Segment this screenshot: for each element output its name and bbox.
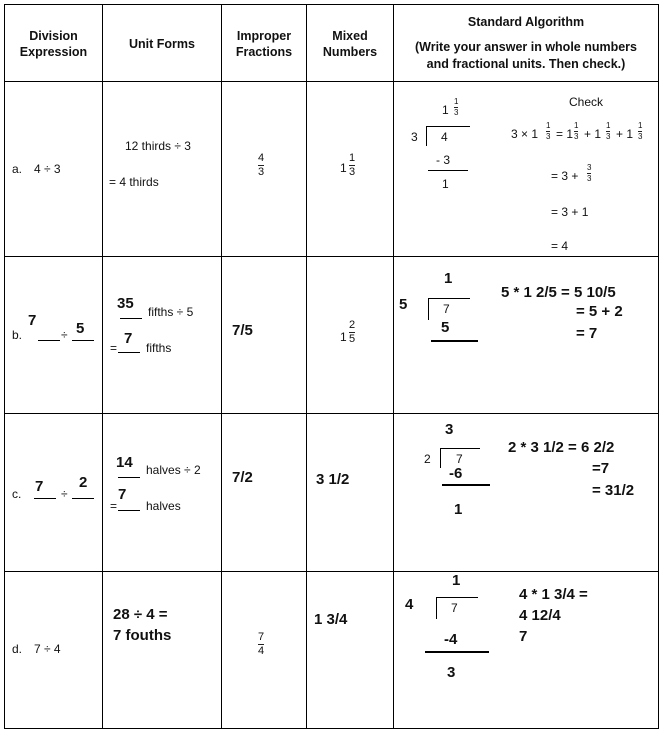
row-d-divisor: 4	[405, 596, 414, 613]
row-b-improper: 7/5	[232, 322, 253, 339]
header-unit-forms: Unit Forms	[129, 37, 195, 51]
row-a-dividend: 4	[441, 130, 448, 144]
row-c-blank2	[72, 498, 94, 499]
header-improper-line1: Improper	[236, 29, 292, 43]
row-a-unit-line2: = 4 thirds	[109, 175, 159, 189]
row-b-unit-line1: fifths ÷ 5	[148, 305, 194, 319]
row-a-label: a.	[12, 162, 23, 176]
row-d-expression: 7 ÷ 4	[34, 642, 61, 656]
row-a-subtract: - 3	[436, 153, 451, 167]
fraction-numerator: 1	[638, 121, 643, 130]
row-c-quotient: 3	[445, 421, 454, 438]
row-d-check3: 7	[519, 628, 528, 645]
row-c-divisor: 2	[424, 452, 431, 466]
row-c-subtract-line	[442, 484, 490, 486]
header-mixed-line1: Mixed	[332, 29, 368, 43]
fraction-denominator: 4	[258, 645, 265, 657]
fraction-denominator: 3	[546, 132, 551, 141]
row-b-subtract-line	[431, 340, 478, 342]
row-b-unit-blank2	[118, 352, 140, 353]
header-algorithm-sub1: (Write your answer in whole numbers	[414, 40, 638, 54]
row-b-dividend: 7	[443, 302, 450, 316]
row-a-check-frac2	[574, 122, 578, 141]
row-c-division-bracket-vertical	[440, 448, 441, 468]
fraction-denominator: 3	[606, 132, 611, 141]
fraction-denominator: 3	[454, 108, 459, 117]
fraction-denominator: 3	[258, 166, 265, 178]
row-b-mixed-fraction	[349, 320, 355, 345]
row-a-check-plus1: + 1	[584, 127, 602, 141]
row-d-division-bracket-vertical	[436, 597, 437, 619]
row-d-mixed: 1 3/4	[314, 611, 348, 628]
row-c-unit-blank1	[118, 477, 140, 478]
row-a-division-bracket-vertical	[426, 126, 427, 146]
row-b-numerator1: 7	[28, 312, 37, 329]
row-d-division-bracket-top	[436, 597, 478, 598]
row-c-divide-sign: ÷	[61, 487, 68, 501]
header-algorithm-title: Standard Algorithm	[467, 15, 585, 29]
row-a-improper-fraction	[258, 153, 264, 178]
row-a-check-eq1: = 1	[556, 127, 574, 141]
row-a-unit-cell	[102, 81, 222, 257]
row-d-subtract-line	[425, 651, 489, 653]
row-b-division-bracket-top	[428, 298, 470, 299]
fraction-numerator: 1	[454, 97, 459, 106]
row-c-mixed-cell	[306, 413, 394, 572]
row-c-improper-cell	[221, 413, 307, 572]
row-c-subtract: -6	[449, 465, 463, 482]
row-a-mixed-fraction	[349, 153, 355, 178]
row-a-check-line3: = 3 + 1	[551, 205, 589, 219]
row-c-unit-top: 14	[116, 454, 133, 471]
row-b-subtract: 5	[441, 319, 450, 336]
fraction-numerator: 7	[258, 631, 265, 643]
row-a-division-bracket-top	[426, 126, 470, 127]
row-c-numerator2: 2	[79, 474, 88, 491]
row-d-subtract: -4	[444, 631, 458, 648]
fraction-numerator: 1	[546, 121, 551, 130]
row-b-unit-cell	[102, 256, 222, 414]
row-a-expression: 4 ÷ 3	[34, 162, 61, 176]
row-c-check3: = 31/2	[592, 482, 635, 499]
row-a-quotient-fraction	[454, 98, 458, 117]
row-b-numerator2: 5	[76, 320, 85, 337]
row-a-check-plus2: + 1	[616, 127, 634, 141]
row-b-unit-blank1	[120, 318, 142, 319]
row-a-check-frac5	[587, 164, 591, 183]
row-a-quotient-whole: 1	[442, 103, 449, 117]
row-b-blank2	[72, 340, 94, 341]
row-d-check1: 4 * 1 3/4 =	[519, 586, 588, 603]
row-b-blank1	[38, 340, 60, 341]
row-b-check1: 5 * 1 2/5 = 5 10/5	[501, 284, 616, 301]
row-c-blank1	[34, 498, 56, 499]
row-b-unit-mid: 7	[124, 330, 133, 347]
header-mixed-line2: Numbers	[322, 45, 378, 59]
row-a-divisor: 3	[411, 130, 418, 144]
row-c-unit-line1: halves ÷ 2	[146, 463, 201, 477]
row-a-check-line2: = 3 +	[551, 169, 579, 183]
row-d-improper-fraction	[258, 632, 264, 657]
row-a-mixed-whole: 1	[340, 161, 347, 175]
row-c-dividend: 7	[456, 452, 463, 466]
fraction-numerator: 1	[574, 121, 579, 130]
fraction-denominator: 3	[574, 132, 579, 141]
row-b-check3: = 7	[576, 325, 598, 342]
row-a-subtract-line	[428, 170, 468, 171]
fraction-numerator: 2	[349, 319, 356, 331]
row-c-unit-line2: halves	[146, 499, 181, 513]
row-a-check-prefix: 3 × 1	[511, 127, 539, 141]
row-a-unit-line1: 12 thirds ÷ 3	[125, 139, 191, 153]
row-b-divisor: 5	[399, 296, 408, 313]
row-d-check2: 4 12/4	[519, 607, 561, 624]
fraction-numerator: 1	[349, 152, 356, 164]
row-d-unit-line1: 28 ÷ 4 =	[113, 606, 168, 623]
row-d-unit-line2: 7 fouths	[113, 627, 172, 644]
row-a-remainder: 1	[442, 177, 449, 191]
header-division-line1: Division	[29, 29, 78, 43]
row-c-improper: 7/2	[232, 469, 253, 486]
row-a-check-frac1	[546, 122, 550, 141]
row-c-check1: 2 * 3 1/2 = 6 2/2	[508, 439, 615, 456]
row-a-algorithm-cell	[393, 81, 659, 257]
row-c-check2: =7	[592, 460, 610, 477]
row-d-dividend: 7	[451, 601, 458, 615]
row-c-mixed: 3 1/2	[316, 471, 350, 488]
fraction-numerator: 4	[258, 152, 265, 164]
fraction-denominator: 3	[638, 132, 643, 141]
row-c-remainder: 1	[454, 501, 463, 518]
fraction-numerator: 1	[606, 121, 611, 130]
row-b-divide-sign: ÷	[61, 328, 68, 342]
row-a-check-title: Check	[569, 95, 604, 109]
row-d-mixed-cell	[306, 571, 394, 729]
row-b-algorithm-cell	[393, 256, 659, 414]
header-division-line2: Expression	[19, 45, 88, 59]
row-c-unit-eq: =	[110, 499, 118, 513]
row-d-quotient: 1	[452, 572, 461, 589]
fraction-denominator: 3	[349, 166, 356, 178]
row-b-check2: = 5 + 2	[576, 303, 623, 320]
row-b-unit-top: 35	[117, 295, 134, 312]
row-b-quotient: 1	[444, 270, 453, 287]
row-b-division-bracket-vertical	[428, 298, 429, 320]
row-d-remainder: 3	[447, 664, 456, 681]
fraction-denominator: 3	[587, 174, 592, 183]
row-c-unit-blank2	[118, 510, 140, 511]
row-b-label: b.	[12, 328, 23, 342]
row-a-check-frac3	[606, 122, 610, 141]
row-c-division-bracket-top	[440, 448, 480, 449]
row-a-check-line4: = 4	[551, 239, 569, 253]
row-c-unit-mid: 7	[118, 486, 127, 503]
row-d-unit-cell	[102, 571, 222, 729]
row-d-label: d.	[12, 642, 23, 656]
row-c-numerator1: 7	[35, 478, 44, 495]
row-b-unit-line2: fifths	[146, 341, 172, 355]
header-algorithm-sub2: and fractional units. Then check.)	[426, 57, 626, 71]
row-c-label: c.	[12, 487, 22, 501]
header-improper-line2: Fractions	[235, 45, 293, 59]
row-b-unit-eq: =	[110, 341, 118, 355]
row-b-mixed-whole: 1	[340, 330, 347, 344]
row-a-check-frac4	[638, 122, 642, 141]
fraction-denominator: 5	[349, 333, 356, 345]
fraction-numerator: 3	[587, 163, 592, 172]
